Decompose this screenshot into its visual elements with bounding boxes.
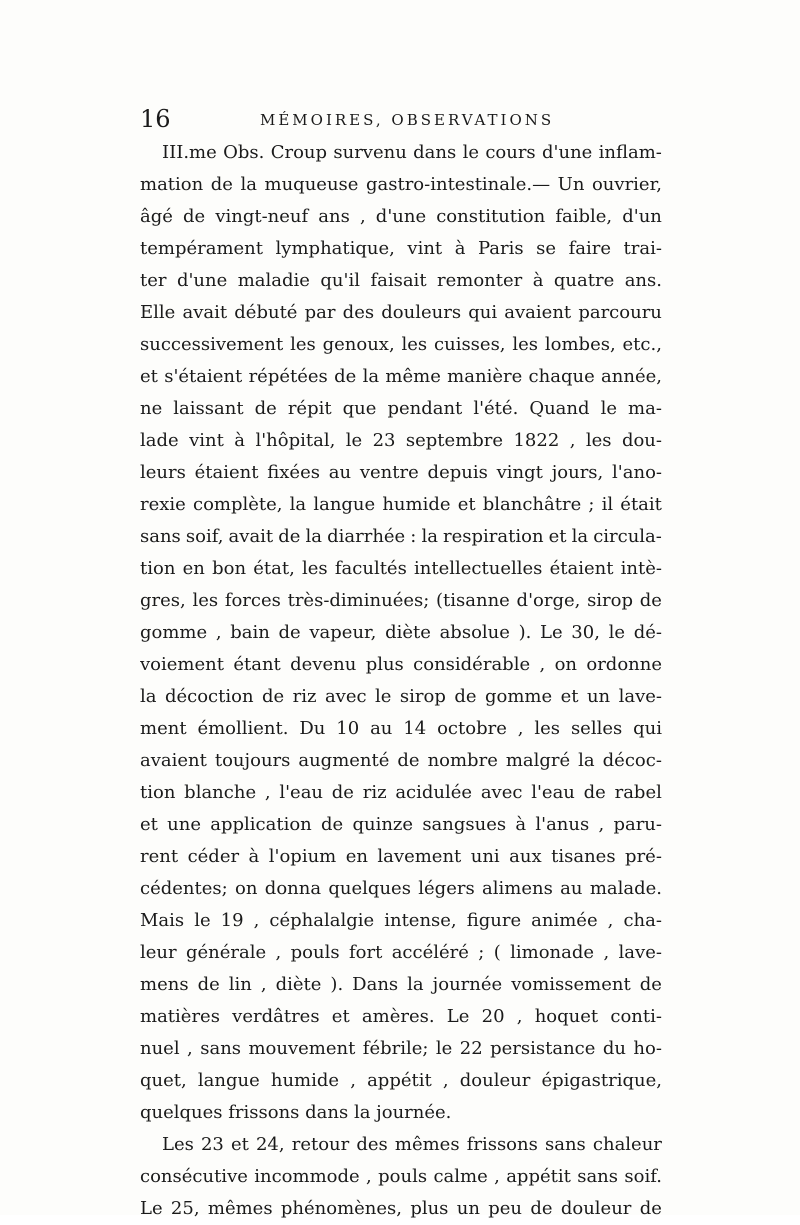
text-line: et s'étaient répétées de la même manière chaque année, <box>140 366 662 387</box>
text-line: tion blanche , l'eau de riz acidulée avec l'eau de rabel <box>140 782 662 803</box>
text-line: rexie complète, la langue humide et blanchâtre ; il était <box>140 494 662 515</box>
text-line: gomme , bain de vapeur, diète absolue ). Le 30, le dé- <box>140 622 662 643</box>
text-line: gres, les forces très-diminuées; (tisanne d'orge, sirop de <box>140 590 662 611</box>
text-line: consécutive incommode , pouls calme , appétit sans soif. <box>140 1166 662 1187</box>
text-line: lade vint à l'hôpital, le 23 septembre 1822 , les dou- <box>140 430 662 451</box>
text-line: ment émollient. Du 10 au 14 octobre , les selles qui <box>140 718 662 739</box>
text-line: la décoction de riz avec le sirop de gomme et un lave- <box>140 686 662 707</box>
text-line: mation de la muqueuse gastro-intestinale.— Un ouvrier, <box>140 174 662 195</box>
page-number: 16 <box>140 105 171 133</box>
text-line: ne laissant de répit que pendant l'été. Quand le ma- <box>140 398 662 419</box>
body-text <box>140 137 662 1225</box>
running-head <box>140 104 665 134</box>
text-line: nuel , sans mouvement fébrile; le 22 persistance du ho- <box>140 1038 662 1059</box>
text-line: leur générale , pouls fort accéléré ; ( limonade , lave- <box>140 942 662 963</box>
text-line: quelques frissons dans la journée. <box>140 1102 452 1123</box>
running-title: MÉMOIRES, OBSERVATIONS <box>260 111 555 129</box>
text-line: leurs étaient fixées au ventre depuis vingt jours, l'ano- <box>140 462 662 483</box>
text-line: Les 23 et 24, retour des mêmes frissons sans chaleur <box>162 1134 662 1155</box>
text-line: mens de lin , diète ). Dans la journée vomissement de <box>140 974 662 995</box>
text-line: Le 25, mêmes phénomènes, plus un peu de douleur de <box>140 1198 662 1219</box>
text-line: Elle avait débuté par des douleurs qui avaient parcouru <box>140 302 662 323</box>
text-line: rent céder à l'opium en lavement uni aux tisanes pré- <box>140 846 662 867</box>
text-line: sans soif, avait de la diarrhée : la respiration et la circula- <box>140 526 662 547</box>
text-line: tempérament lymphatique, vint à Paris se faire trai- <box>140 238 662 259</box>
text-line: matières verdâtres et amères. Le 20 , hoquet conti- <box>140 1006 662 1027</box>
text-line: III.me Obs. Croup survenu dans le cours d'une inflam- <box>162 142 662 163</box>
text-line: ter d'une maladie qu'il faisait remonter à quatre ans. <box>140 270 662 291</box>
text-line: tion en bon état, les facultés intellectuelles étaient intè- <box>140 558 662 579</box>
text-line: successivement les genoux, les cuisses, les lombes, etc., <box>140 334 662 355</box>
text-line: âgé de vingt-neuf ans , d'une constitution faible, d'un <box>140 206 662 227</box>
text-line: Mais le 19 , céphalalgie intense, figure animée , cha- <box>140 910 662 931</box>
text-line: et une application de quinze sangsues à l'anus , paru- <box>140 814 662 835</box>
text-line: avaient toujours augmenté de nombre malgré la décoc- <box>140 750 662 771</box>
text-line: voiement étant devenu plus considérable , on ordonne <box>140 654 662 675</box>
text-line: quet, langue humide , appétit , douleur épigastrique, <box>140 1070 662 1091</box>
text-line: cédentes; on donna quelques légers alimens au malade. <box>140 878 662 899</box>
